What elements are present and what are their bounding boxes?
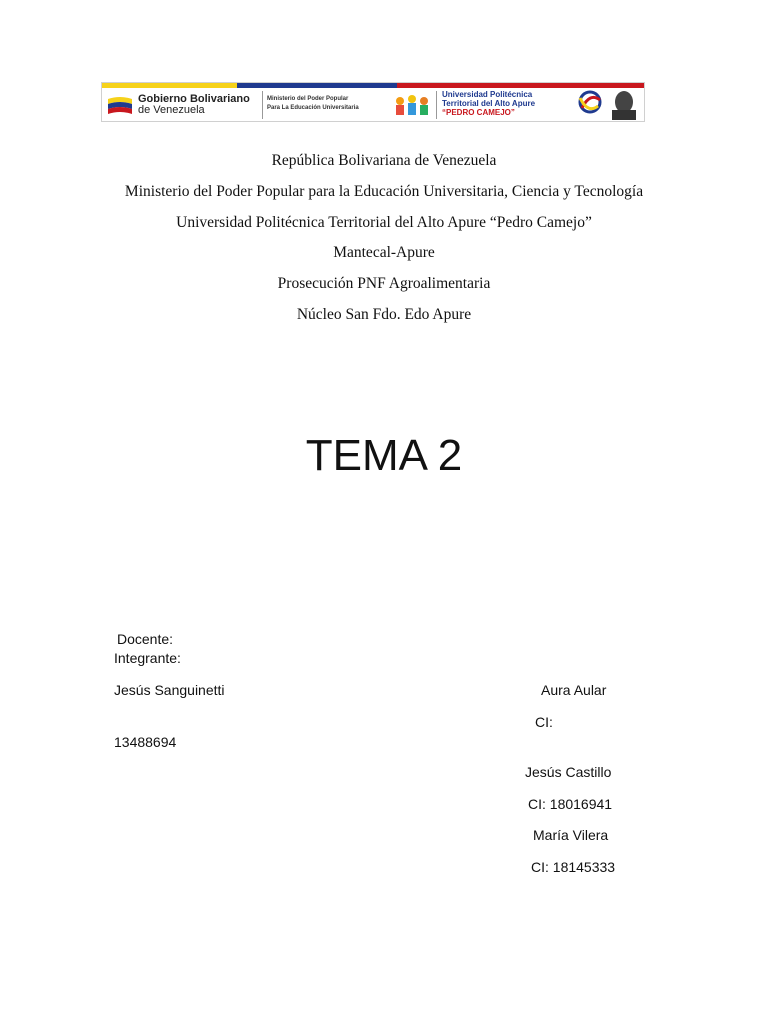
university-emblem-icon	[572, 88, 642, 120]
gov-line2: de Venezuela	[138, 104, 205, 116]
institutional-banner	[101, 82, 645, 122]
banner-stripe-blue	[237, 83, 397, 88]
banner-divider	[436, 91, 437, 119]
header-line-program: Prosecución PNF Agroalimentaria	[277, 275, 491, 293]
ministry-logo-text	[267, 95, 359, 113]
ministry-line2: Para La Educación Universitaria	[267, 105, 359, 111]
docente-name: Jesús Sanguinetti	[114, 682, 225, 698]
header-line-location: Mantecal-Apure	[333, 244, 435, 262]
univ-line2: Territorial del Alto Apure	[442, 99, 536, 108]
children-illustration-icon	[392, 93, 432, 119]
univ-line1: Universidad Politécnica	[442, 90, 533, 99]
docente-label: Docente:	[117, 631, 174, 647]
integrante-name: María Vilera	[533, 827, 609, 843]
integrante-ci: CI: 18145333	[531, 859, 616, 875]
integrante-name: Aura Aular	[541, 682, 607, 698]
integrante-ci: CI:	[535, 714, 553, 730]
gov-logo-text	[138, 94, 250, 116]
gov-line1: Gobierno Bolivariano	[138, 93, 250, 105]
ministry-line1: Ministerio del Poder Popular	[267, 96, 349, 102]
banner-divider	[262, 91, 263, 119]
integrante-label: Integrante:	[114, 650, 181, 666]
document-title: TEMA 2	[305, 431, 463, 480]
header-line-republic: República Bolivariana de Venezuela	[271, 152, 497, 169]
integrante-ci: CI: 18016941	[528, 796, 613, 812]
banner-stripe-yellow	[102, 83, 237, 88]
header-line-nucleus: Núcleo San Fdo. Edo Apure	[296, 305, 472, 323]
venezuela-flag-icon	[106, 93, 134, 117]
university-logo-text	[442, 90, 535, 117]
institution-header	[0, 149, 768, 334]
header-line-university: Universidad Politécnica Territorial del Alto Apure “Pedro Camejo”	[176, 213, 592, 231]
univ-line3: “PEDRO CAMEJO”	[442, 108, 515, 117]
header-line-ministry: Ministerio del Poder Popular para la Educación Universitaria, Ciencia y Tecnología	[124, 182, 644, 200]
integrante-name: Jesús Castillo	[525, 764, 612, 780]
docente-id: 13488694	[114, 734, 177, 750]
